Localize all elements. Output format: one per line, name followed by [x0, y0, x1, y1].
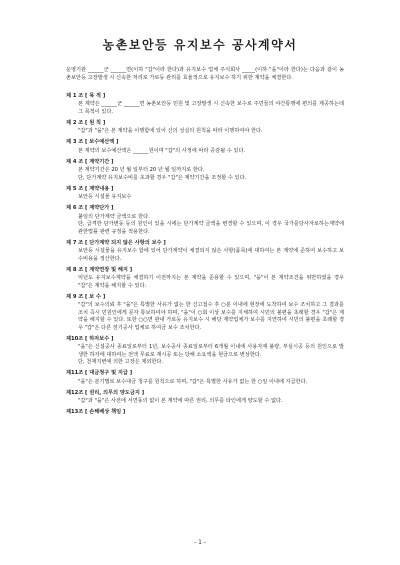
article-10 — [66, 335, 344, 367]
article-paragraph: "을"은 신설공사 종료일로부터 1년, 보수공사 종료일로부터 6개월 이내에 사용자재 불량, 부실시공 등의 원인으로 발생한 하자에 대하여는 전액 무료로 재시공 또는 당해 소요액을 현금으로 변상한다. — [78, 344, 344, 358]
article-title: 제 3 조 [ 보수예산액 ] — [66, 139, 119, 145]
article-paragraph: 단, 천재지변에 의한 고장은 제외한다. — [78, 359, 164, 365]
article-paragraph: "갑"과 "을"은 본 계약을 이행함에 있어 신의 성실의 원칙을 따라 이행하여야 한다. — [78, 128, 263, 134]
article-6 — [66, 204, 344, 236]
article-paragraph: 본 계약기간은 20 년 월 일부터 20 년 월 일까지로 한다. — [78, 167, 205, 173]
article-paragraph: 단, 단가계약 유지보수비를 초과할 경우 "갑"은 계약기간을 조정할 수 있다. — [78, 174, 247, 181]
article-1 — [66, 92, 344, 117]
article-title: 제12조 [ 권리, 의무의 양도금지 ] — [66, 389, 145, 396]
document-title: 농촌보안등 유지보수 공사계약서 — [102, 38, 298, 52]
article-5 — [66, 185, 344, 202]
article-title: 제 2 조 [ 원 칙 ] — [66, 119, 106, 126]
article-13 — [66, 408, 344, 418]
article-paragraph: 본 계약의 보수예산액은 ______원이며 "갑"의 사정에 따라 증감될 수 있다. — [78, 147, 246, 154]
article-title: 제 8 조 [ 계약연장 및 해지 ] — [66, 266, 133, 273]
article-3 — [66, 138, 344, 155]
article-paragraph: 붙임의 단가계약 금액으로 한다. — [78, 213, 150, 220]
article-paragraph: "갑"의 보수의뢰 후 "을"은 특별한 사유가 없는 한 신고접수 후 ○분 이내에 현장에 도착하여 보수 조치하고 그 결과를 조치 즉시 민원인에게 문자 통보하여야 하며, "을"이 ○회 이상 보수를 지체하여 시민의 불편을 초래할 경우 "갑"은 계약을 해지할 수 있다. 또한 ○○면 관내 가로등 유지보수 시 해당 계약업체가 보수를 지연하여 시민의 불편을 초래할 경우 "갑"은 다른 전기공사 업체로 하여금 보수 조치한다. — [78, 302, 344, 331]
article-paragraph: 보안등 시설물 유지보수 — [78, 194, 132, 200]
article-paragraph: "을"은 분기별로 보수대금 청구를 원칙으로 하며, "갑"은 특별한 사유가 없는 한 ○일 이내에 지급한다. — [78, 378, 308, 385]
intro-paragraph: 운영기관 ______군 ______면(이하 "갑"이라 한다)과 유지보수 업체 주식회사 _____(이하 "을"이라 한다)는 다음과 같이 농촌보안등 고장발생 시 신속한 처리로 가로등 관리를 효율적으로 유지보수 하기 위한 계약을 체결한다. — [66, 67, 344, 81]
page-number: - 1 - — [194, 539, 206, 546]
article-paragraph: 보안등 시설물을 유지보수 함에 있어 단가계약이 체결되지 않은 사항(품목)에 대하여는 본 계약에 준하여 보수하고 보수비용을 정산한다. — [78, 248, 344, 262]
article-title: 제 9 조 [ 보 수 ] — [66, 293, 106, 300]
article-11 — [66, 369, 344, 386]
article-title: 제 6 조 [ 계약단가 ] — [66, 205, 114, 211]
article-title: 제10조 [ 하자보수 ] — [66, 335, 114, 342]
article-title: 제11조 [ 대금청구 및 지급 ] — [66, 370, 133, 376]
article-12 — [66, 389, 344, 406]
article-paragraph: "갑"과 "을"은 사전에 서면동의 없이 본 계약에 따른 권리, 의무를 타인에게 양도할 수 없다. — [78, 398, 283, 404]
contract-body — [66, 67, 344, 419]
article-paragraph: 익년도 유지보수계약을 체결하기 이전까지는 본 계약을 준용할 수 있으며, "을"이 본 계약조건을 위반하였을 경우 "갑"은 계약을 해지할 수 있다. — [78, 275, 344, 289]
article-paragraph: 단, 급격한 단가변동 등의 원인이 있을 시에는 단가계약 금액을 변경할 수 있으며, 이 경우 국가를당사자로하는계약에관한법률 관련 규정을 적용한다. — [78, 221, 344, 235]
article-title: 제 1 조 [ 목 적 ] — [66, 92, 106, 99]
article-7 — [66, 239, 344, 264]
article-title: 제 4 조 [ 계약기간 ] — [66, 158, 114, 165]
article-9 — [66, 293, 344, 333]
article-8 — [66, 266, 344, 291]
article-title: 제13조 [ 손해배상 책임 ] — [66, 409, 126, 415]
article-paragraph: 본 계약은 ______군 ______면 농촌보안등 민원 및 고장발생 시 신속한 보수로 주민들의 야간통행에 편의를 제공하는데 그 목적이 있다. — [78, 101, 344, 115]
article-title: 제 7 조 [ 단가계약 되지 않은 사항의 보수 ] — [66, 239, 166, 246]
article-title: 제 5 조 [ 계약내용 ] — [66, 185, 114, 192]
article-2 — [66, 119, 344, 136]
article-4 — [66, 158, 344, 183]
